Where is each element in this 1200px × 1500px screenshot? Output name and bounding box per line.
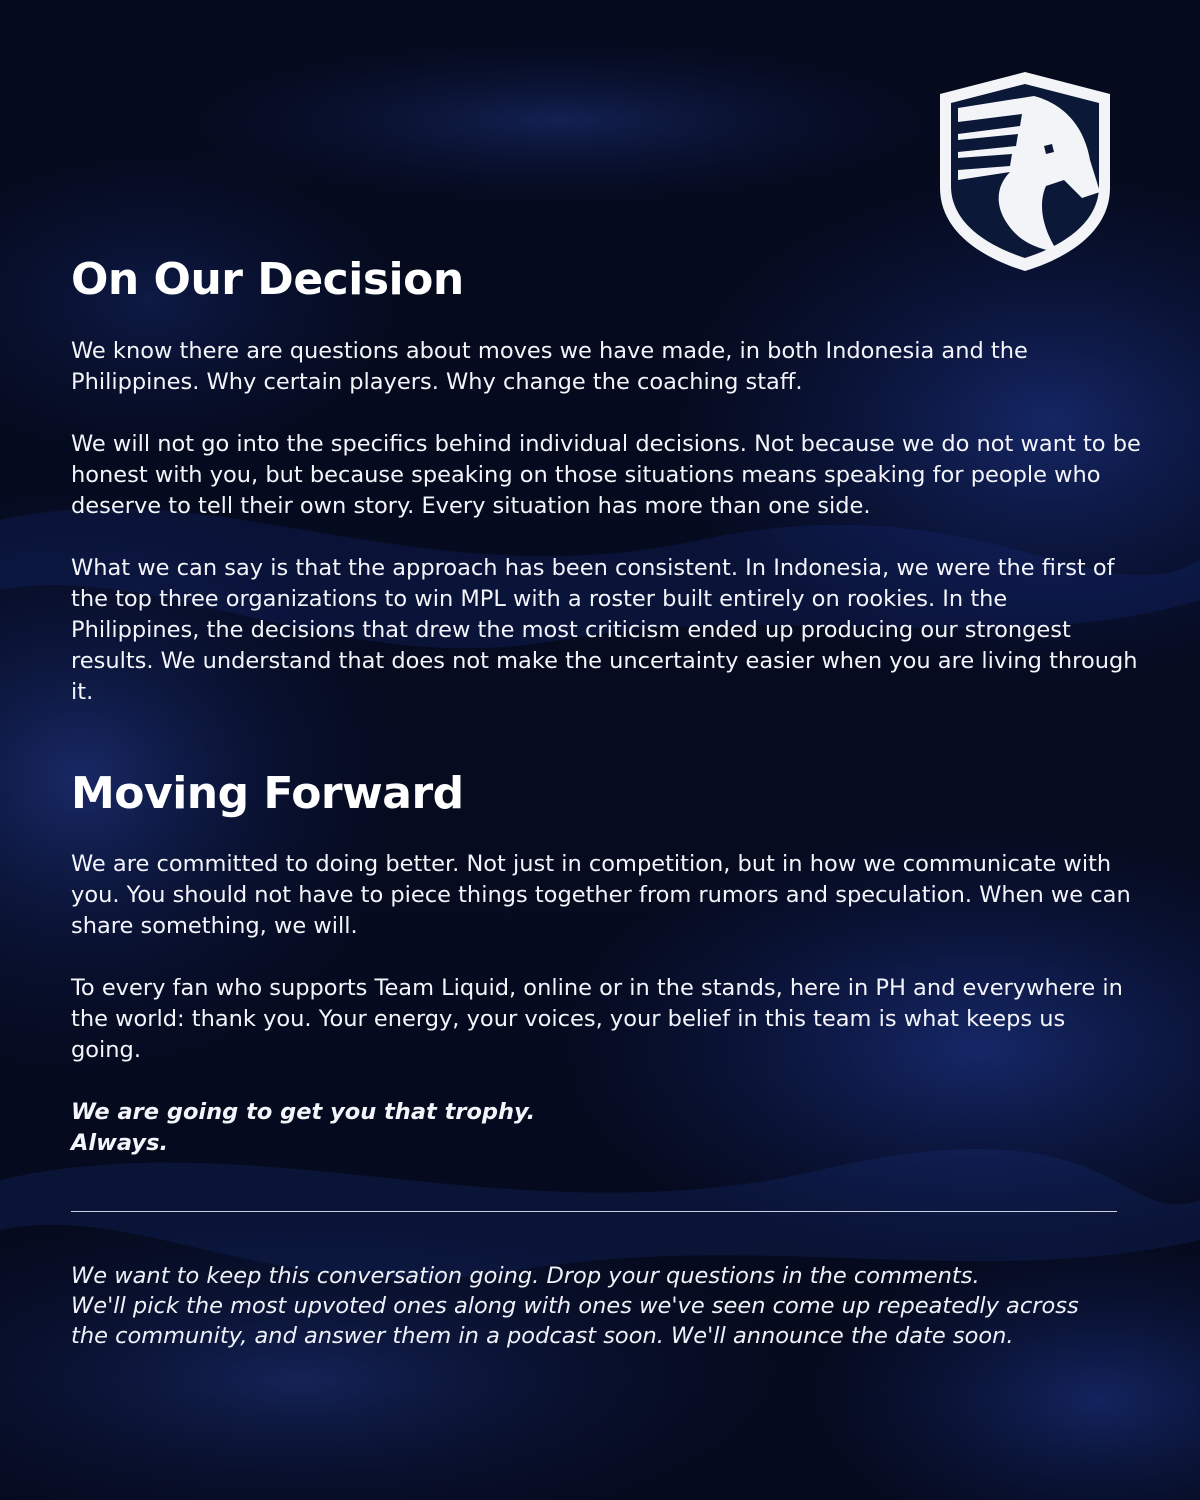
closing-line-always: Always.: [71, 1130, 169, 1156]
footer-note: [71, 1261, 1141, 1351]
closing-line-trophy: We are going to get you that trophy.: [71, 1099, 536, 1125]
footer-note-line-2: We'll pick the most upvoted ones along with ones we've seen come up repeatedly across: [71, 1293, 1079, 1319]
paragraph-approach: What we can say is that the approach has been consistent. In Indonesia, we were the first of the top three organizations to win MPL with a roster built entirely on rookies. In the Philippines, the decisions that drew the most criticism ended up producing our strongest results. We understand that does not make the uncertainty easier when you are living through it.: [71, 555, 1138, 705]
footer-note-line-3: the community, and answer them in a podcast soon. We'll announce the date soon.: [71, 1323, 1014, 1349]
closing-statement: [71, 1097, 1141, 1159]
liquid-horse-shield-icon: [934, 68, 1116, 274]
team-liquid-logo: [934, 68, 1116, 274]
footer-note-line-1: We want to keep this conversation going. Drop your questions in the comments.: [71, 1263, 980, 1289]
paragraph-thank-you: To every fan who supports Team Liquid, online or in the stands, here in PH and everywhere in the world: thank you. Your energy, your voices, your belief in this team is what keeps us going.: [71, 975, 1123, 1063]
section-divider: [71, 1211, 1117, 1212]
paragraph-specifics: We will not go into the specifics behind individual decisions. Not because we do not want to be honest with you, but because speaking on those situations means speaking for people who deserve to tell their own story. Every situation has more than one side.: [71, 431, 1141, 519]
paragraph-questions: We know there are questions about moves we have made, in both Indonesia and the Philippines. Why certain players. Why change the coaching staff.: [71, 338, 1028, 395]
section-heading-moving-forward: Moving Forward: [71, 768, 464, 819]
paragraph-committed: We are committed to doing better. Not just in competition, but in how we communicate with you. You should not have to piece things together from rumors and speculation. When we can share something, we will.: [71, 851, 1131, 939]
section-heading-decision: On Our Decision: [71, 254, 464, 305]
